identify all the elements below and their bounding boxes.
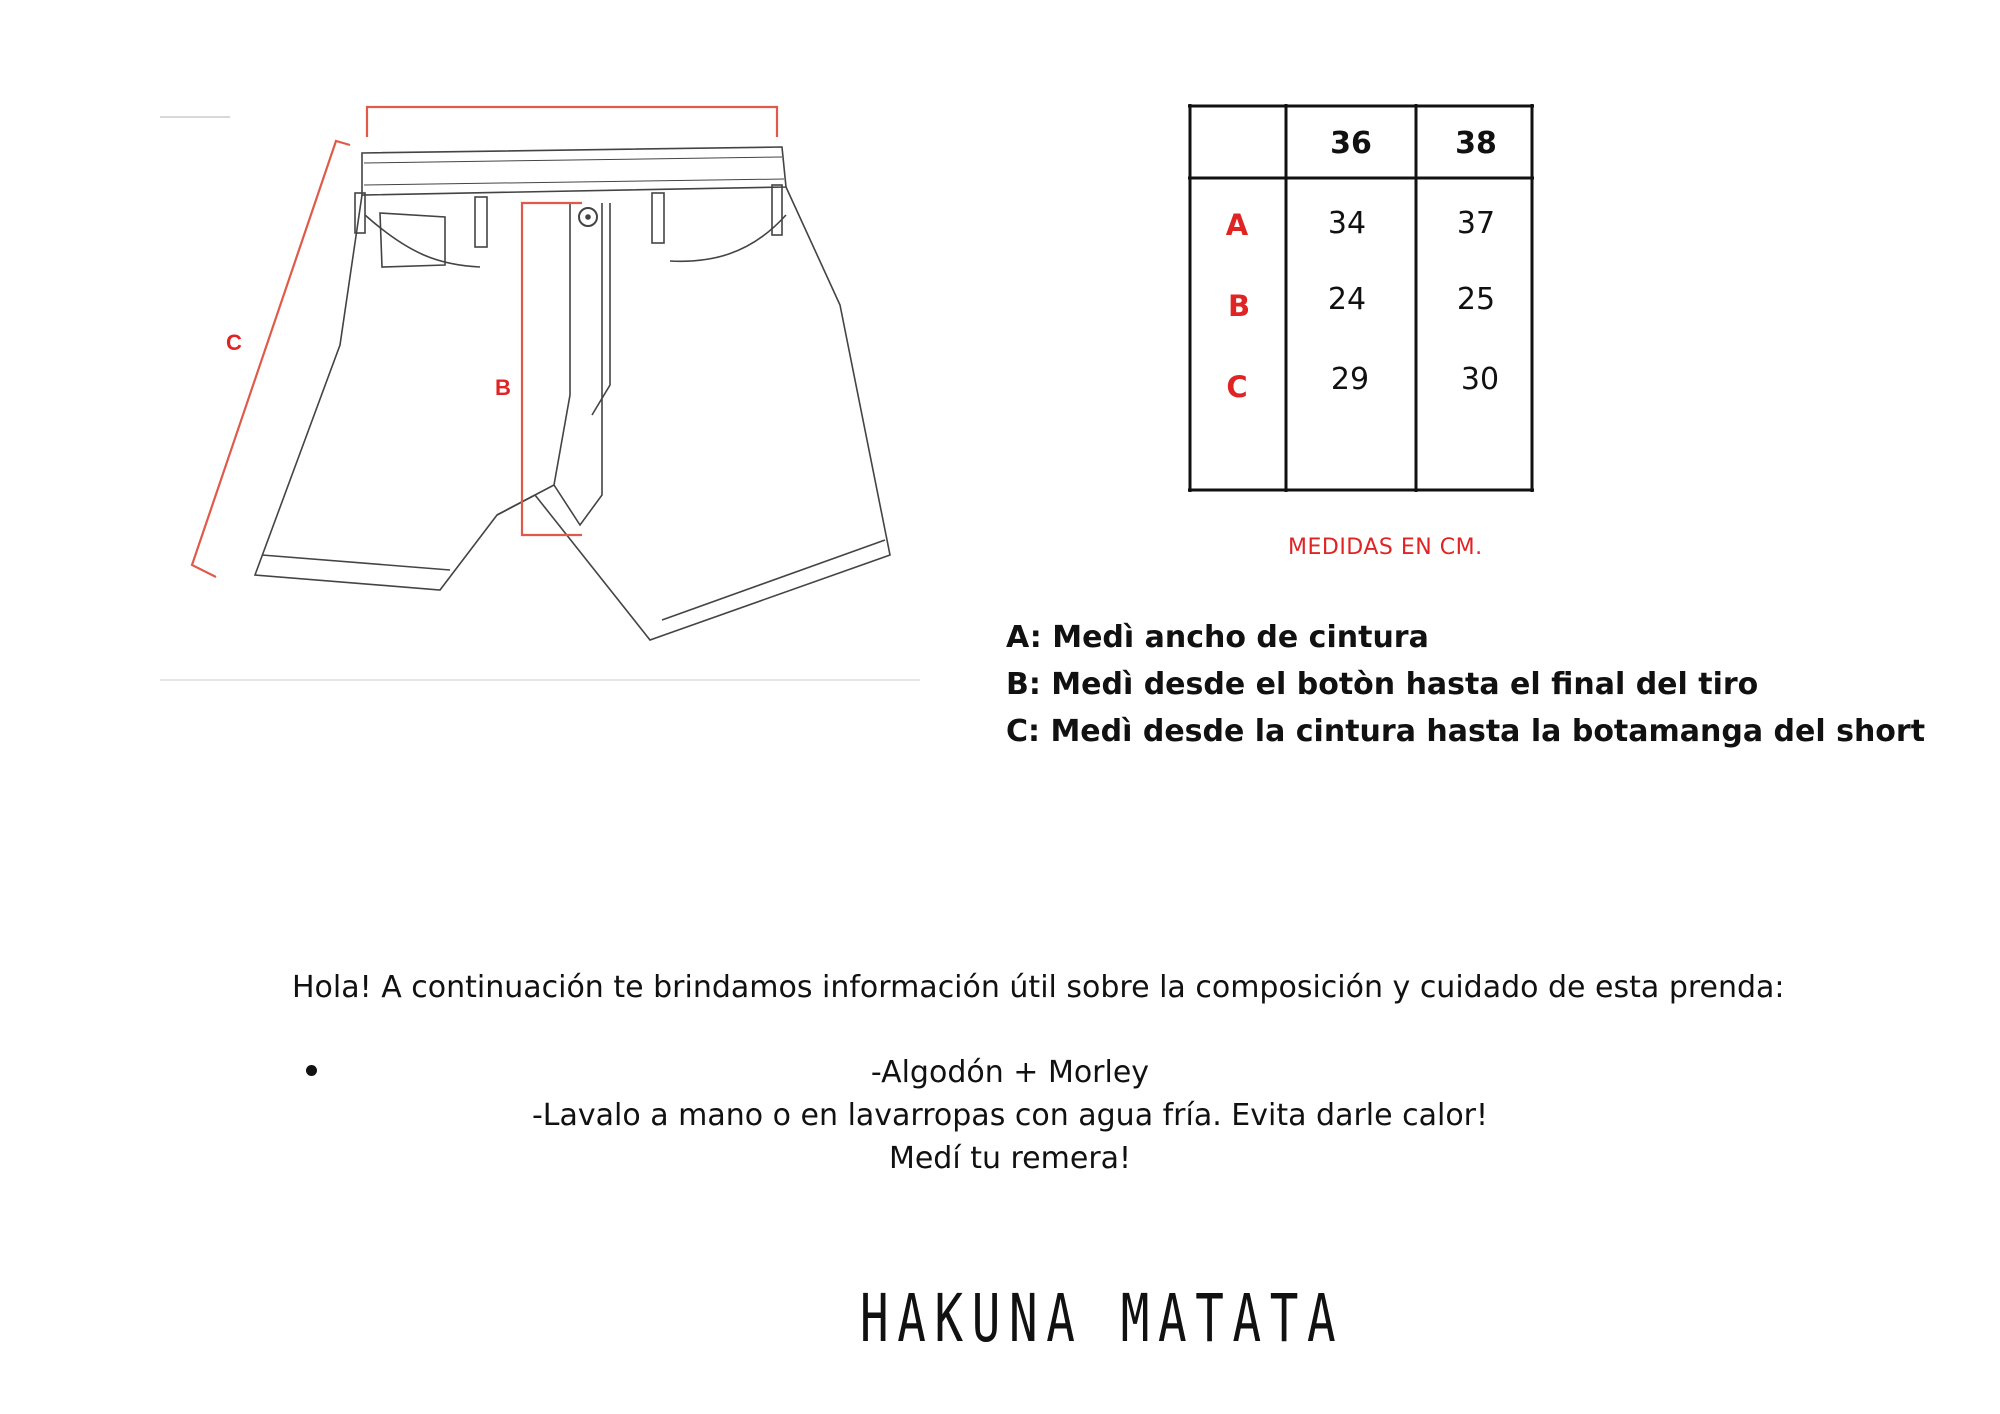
legend-a: A: Medì ancho de cintura bbox=[1006, 620, 1429, 655]
size-header-38: 38 bbox=[1455, 126, 1497, 161]
care-measure: Medí tu remera! bbox=[888, 1141, 1132, 1176]
diagram-label-b: B bbox=[495, 375, 511, 400]
table-cell: 34 bbox=[1327, 206, 1367, 241]
legend-b: B: Medì desde el botòn hasta el final del tiro bbox=[1006, 667, 1759, 702]
table-cell: 29 bbox=[1330, 362, 1370, 397]
table-cell: 37 bbox=[1456, 206, 1496, 241]
row-label-a: A bbox=[1225, 208, 1249, 242]
size-header-36: 36 bbox=[1330, 126, 1372, 161]
measure-line-c bbox=[192, 141, 350, 577]
table-cell: 24 bbox=[1327, 282, 1367, 317]
care-composition: -Algodón + Morley bbox=[870, 1055, 1150, 1090]
shorts-outline bbox=[160, 117, 920, 680]
row-label-c: C bbox=[1226, 370, 1248, 404]
size-table bbox=[1188, 104, 1534, 492]
table-cell: 30 bbox=[1460, 362, 1500, 397]
care-washing: -Lavalo a mano o en lavarropas con agua fría. Evita darle calor! bbox=[531, 1098, 1489, 1133]
row-label-b: B bbox=[1227, 289, 1251, 323]
table-cell: 25 bbox=[1456, 282, 1496, 317]
legend-c: C: Medì desde la cintura hasta la botamanga del short bbox=[1006, 714, 1926, 749]
measure-line-a bbox=[367, 107, 777, 137]
shorts-diagram bbox=[150, 85, 930, 685]
diagram-label-c: C bbox=[226, 330, 242, 355]
intro-text: Hola! A continuación te brindamos información útil sobre la composición y cuidado de esta prenda: bbox=[292, 970, 1785, 1005]
units-note: MEDIDAS EN CM. bbox=[1288, 535, 1483, 560]
brand-logo: HAKUNA MATATA bbox=[860, 1280, 1345, 1357]
